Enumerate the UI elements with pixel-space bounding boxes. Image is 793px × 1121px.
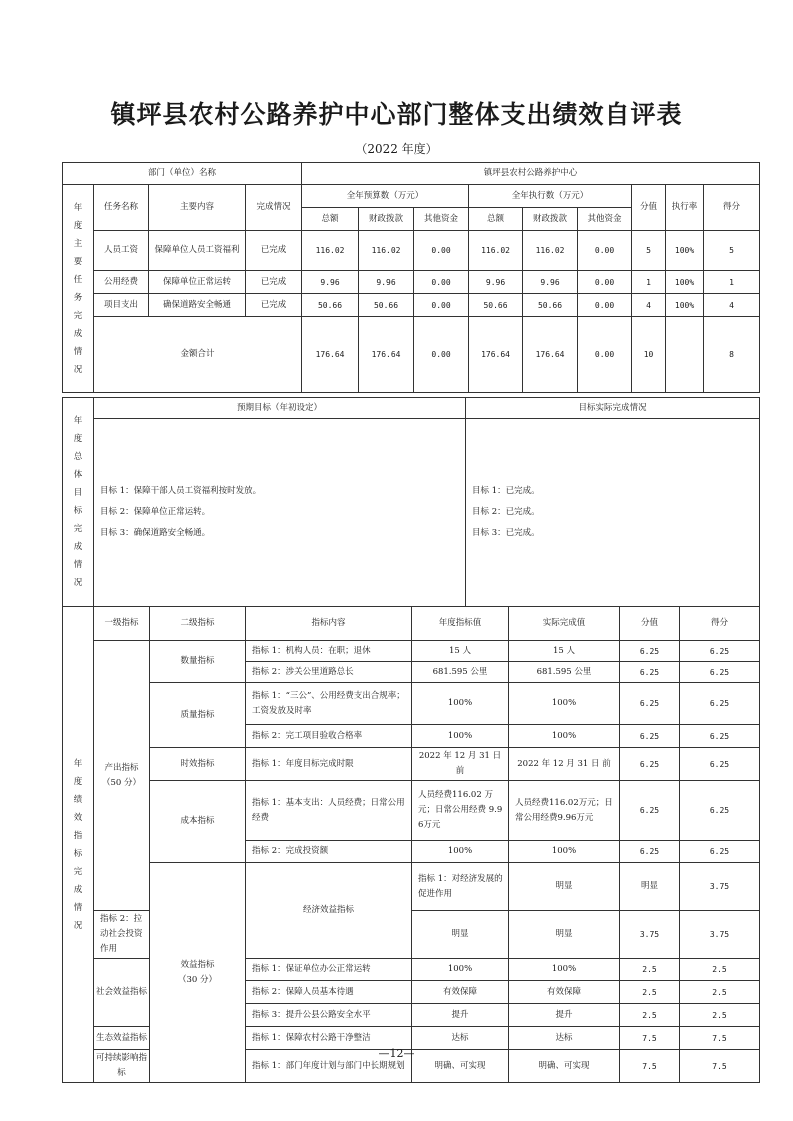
header-score: 得分 (680, 607, 760, 641)
indicator-score: 6.25 (680, 725, 760, 748)
quantity-indicator: 数量指标 (150, 641, 246, 683)
indicator-content: 指标 1：部门年度计划与部门中长期规划 (246, 1050, 412, 1083)
indicator-content: 指标 1：机构人员：在职；退休 (246, 641, 412, 662)
indicator-value: 3.75 (620, 911, 680, 959)
exec-fiscal: 50.66 (523, 294, 578, 317)
indicator-actual: 100% (509, 841, 620, 863)
budget-fiscal: 50.66 (359, 294, 414, 317)
benefit-label: 效益指标 (180, 959, 215, 970)
exec-total: 50.66 (469, 294, 523, 317)
page-number: —12— (378, 1047, 415, 1060)
indicator-target: 681.595 公里 (412, 662, 509, 683)
header-exec-fiscal: 财政拨款 (523, 208, 578, 231)
indicator-score: 6.25 (680, 662, 760, 683)
indicator-content: 指标 1：保证单位办公正常运转 (246, 959, 412, 981)
header-exec-total: 总额 (469, 208, 523, 231)
indicator-target: 15 人 (412, 641, 509, 662)
header-indicator-content: 指标内容 (246, 607, 412, 641)
task-status: 已完成 (246, 294, 302, 317)
budget-total: 50.66 (302, 294, 359, 317)
indicator-score: 2.5 (680, 981, 760, 1004)
indicator-actual: 人员经费116.02万元；日常公用经费9.96万元 (509, 781, 620, 841)
actual-goal-1: 目标 1：已完成。 (472, 486, 540, 496)
indicator-score: 6.25 (680, 841, 760, 863)
header-budget-other: 其他资金 (414, 208, 469, 231)
indicator-target: 明显 (412, 911, 509, 959)
indicator-content: 指标 1：保障农村公路干净整洁 (246, 1027, 412, 1050)
indicator-score: 6.25 (680, 641, 760, 662)
indicator-target: 达标 (412, 1027, 509, 1050)
budget-total: 116.02 (302, 231, 359, 271)
budget-fiscal: 116.02 (359, 231, 414, 271)
indicator-value: 2.5 (620, 959, 680, 981)
indicator-actual: 明显 (509, 911, 620, 959)
budget-other: 0.00 (414, 294, 469, 317)
sum-row (63, 317, 760, 393)
score: 4 (704, 294, 760, 317)
indicator-content: 指标 1：“三公”、公用经费支出合规率；工资发放及时率 (246, 683, 412, 725)
planned-goal-2: 目标 2：保障单位正常运转。 (100, 507, 211, 517)
sum-budget-fiscal: 176.64 (359, 317, 414, 393)
indicator-value: 2.5 (620, 981, 680, 1004)
score-value: 4 (632, 294, 666, 317)
goal-completion-table (62, 397, 760, 607)
indicator-actual: 提升 (509, 1004, 620, 1027)
indicator-actual: 100% (509, 683, 620, 725)
cost-indicator: 成本指标 (150, 781, 246, 863)
header-score-value: 分值 (632, 185, 666, 231)
table-row (63, 294, 760, 317)
header-exec: 全年执行数（万元） (469, 185, 632, 208)
table-row (63, 271, 760, 294)
task-name: 人员工资 (94, 231, 149, 271)
indicator-target: 人员经费116.02 万元；日常公用经费 9.96万元 (412, 781, 509, 841)
sustainable-indicator: 可持续影响指标 (94, 1050, 150, 1083)
planned-goals-header: 预期目标（年初设定） (94, 398, 466, 419)
task-name: 项目支出 (94, 294, 149, 317)
actual-goals (466, 419, 760, 607)
exec-other: 0.00 (578, 271, 632, 294)
header-task-name: 任务名称 (94, 185, 149, 231)
indicator-value: 6.25 (620, 781, 680, 841)
page-title: 镇坪县农村公路养护中心部门整体支出绩效自评表 (110, 100, 683, 129)
indicator-score: 6.25 (680, 683, 760, 725)
indicator-score: 2.5 (680, 959, 760, 981)
sum-exec-other: 0.00 (578, 317, 632, 393)
timeliness-indicator: 时效指标 (150, 748, 246, 781)
sum-label: 金额合计 (94, 317, 302, 393)
sum-exec-total: 176.64 (469, 317, 523, 393)
task-content: 保障单位正常运转 (149, 271, 246, 294)
side-label-goals: 年度总体目标完成情况 (63, 398, 94, 607)
indicator-target: 100% (412, 959, 509, 981)
header-level1: 一级指标 (94, 607, 150, 641)
header-level2: 二级指标 (150, 607, 246, 641)
header-target: 年度指标值 (412, 607, 509, 641)
header-content: 主要内容 (149, 185, 246, 231)
table-row (63, 641, 760, 662)
indicator-content: 指标 2：拉动社会投资作用 (94, 911, 150, 959)
output-points: （50 分） (101, 777, 142, 788)
sum-budget-total: 176.64 (302, 317, 359, 393)
performance-indicator-table (62, 606, 760, 1083)
indicator-target: 100% (412, 725, 509, 748)
indicator-content: 指标 2：保障人员基本待遇 (246, 981, 412, 1004)
header-budget-total: 总额 (302, 208, 359, 231)
indicator-actual: 2022 年 12 月 31 日 前 (509, 748, 620, 781)
score-value: 1 (632, 271, 666, 294)
indicator-value: 2.5 (620, 1004, 680, 1027)
indicator-content: 指标 2：完工项目验收合格率 (246, 725, 412, 748)
indicator-content: 指标 3：提升公县公路安全水平 (246, 1004, 412, 1027)
indicator-actual: 达标 (509, 1027, 620, 1050)
actual-goals-header: 目标实际完成情况 (466, 398, 760, 419)
quality-indicator: 质量指标 (150, 683, 246, 748)
indicator-actual: 明显 (620, 863, 680, 911)
score: 5 (704, 231, 760, 271)
indicator-content: 指标 1：对经济发展的促进作用 (412, 863, 509, 911)
table-row (63, 231, 760, 271)
indicator-value: 6.25 (620, 748, 680, 781)
score: 1 (704, 271, 760, 294)
indicator-actual: 有效保障 (509, 981, 620, 1004)
exec-rate: 100% (666, 271, 704, 294)
indicator-target: 100% (412, 841, 509, 863)
header-budget: 全年预算数（万元） (302, 185, 469, 208)
exec-fiscal: 116.02 (523, 231, 578, 271)
budget-other: 0.00 (414, 231, 469, 271)
indicator-value: 6.25 (620, 683, 680, 725)
dept-label: 部门（单位）名称 (63, 163, 302, 185)
indicator-target: 2022 年 12 月 31 日 前 (412, 748, 509, 781)
indicator-value: 6.25 (620, 641, 680, 662)
output-label: 产出指标 (104, 762, 139, 773)
exec-total: 9.96 (469, 271, 523, 294)
actual-goal-2: 目标 2：已完成。 (472, 507, 540, 517)
indicator-target: 明确、可实现 (412, 1050, 509, 1083)
task-status: 已完成 (246, 271, 302, 294)
exec-fiscal: 9.96 (523, 271, 578, 294)
indicator-content: 指标 1：基本支出：人员经费；日常公用经费 (246, 781, 412, 841)
indicator-value: 6.25 (620, 841, 680, 863)
indicator-target: 明显 (509, 863, 620, 911)
indicator-actual: 15 人 (509, 641, 620, 662)
table-row (63, 748, 760, 781)
indicator-actual: 明确、可实现 (509, 1050, 620, 1083)
sum-score-value: 10 (632, 317, 666, 393)
indicator-actual: 100% (509, 959, 620, 981)
indicator-target: 100% (412, 683, 509, 725)
indicator-score: 3.75 (680, 911, 760, 959)
task-completion-table (62, 162, 760, 393)
indicator-score: 2.5 (680, 1004, 760, 1027)
table-row (63, 781, 760, 841)
output-indicator-group (94, 641, 150, 911)
header-exec-other: 其他资金 (578, 208, 632, 231)
dept-name: 镇坪县农村公路养护中心 (302, 163, 760, 185)
budget-fiscal: 9.96 (359, 271, 414, 294)
social-indicator: 社会效益指标 (94, 959, 150, 1027)
header-status: 完成情况 (246, 185, 302, 231)
task-status: 已完成 (246, 231, 302, 271)
header-value: 分值 (620, 607, 680, 641)
indicator-value: 6.25 (620, 662, 680, 683)
header-score: 得分 (704, 185, 760, 231)
actual-goal-3: 目标 3：已完成。 (472, 528, 540, 538)
budget-total: 9.96 (302, 271, 359, 294)
planned-goal-1: 目标 1：保障干部人员工资福利按时发放。 (100, 486, 262, 496)
planned-goals (94, 419, 466, 607)
side-label-tasks: 年度主要任务完成情况 (63, 185, 94, 393)
indicator-value: 3.75 (680, 863, 760, 911)
header-actual: 实际完成值 (509, 607, 620, 641)
exec-total: 116.02 (469, 231, 523, 271)
sum-exec-fiscal: 176.64 (523, 317, 578, 393)
ecological-indicator: 生态效益指标 (94, 1027, 150, 1050)
sum-budget-other: 0.00 (414, 317, 469, 393)
budget-other: 0.00 (414, 271, 469, 294)
task-name: 公用经费 (94, 271, 149, 294)
table-row (63, 863, 760, 911)
sum-exec-rate (666, 317, 704, 393)
indicator-content: 指标 1：年度目标完成时限 (246, 748, 412, 781)
indicator-value: 6.25 (620, 725, 680, 748)
benefit-points: （30 分） (177, 974, 218, 985)
indicator-target: 提升 (412, 1004, 509, 1027)
exec-rate: 100% (666, 231, 704, 271)
indicator-score: 7.5 (680, 1027, 760, 1050)
indicator-value: 7.5 (620, 1027, 680, 1050)
task-content: 确保道路安全畅通 (149, 294, 246, 317)
indicator-target: 有效保障 (412, 981, 509, 1004)
exec-rate: 100% (666, 294, 704, 317)
indicator-score: 7.5 (680, 1050, 760, 1083)
indicator-score: 6.25 (680, 781, 760, 841)
header-budget-fiscal: 财政拨款 (359, 208, 414, 231)
indicator-content: 指标 2：完成投资额 (246, 841, 412, 863)
score-value: 5 (632, 231, 666, 271)
indicator-actual: 100% (509, 725, 620, 748)
economic-indicator: 经济效益指标 (246, 863, 412, 959)
exec-other: 0.00 (578, 294, 632, 317)
side-label-indicators: 年度绩效指标完成情况 (63, 607, 94, 1083)
indicator-value: 7.5 (620, 1050, 680, 1083)
page-subtitle: （2022 年度） (355, 142, 438, 156)
indicator-actual: 681.595 公里 (509, 662, 620, 683)
header-exec-rate: 执行率 (666, 185, 704, 231)
indicator-content: 指标 2：涉关公里道路总长 (246, 662, 412, 683)
indicator-score: 6.25 (680, 748, 760, 781)
sum-score: 8 (704, 317, 760, 393)
planned-goal-3: 目标 3：确保道路安全畅通。 (100, 528, 211, 538)
task-content: 保障单位人员工资福利 (149, 231, 246, 271)
exec-other: 0.00 (578, 231, 632, 271)
table-row (63, 683, 760, 725)
